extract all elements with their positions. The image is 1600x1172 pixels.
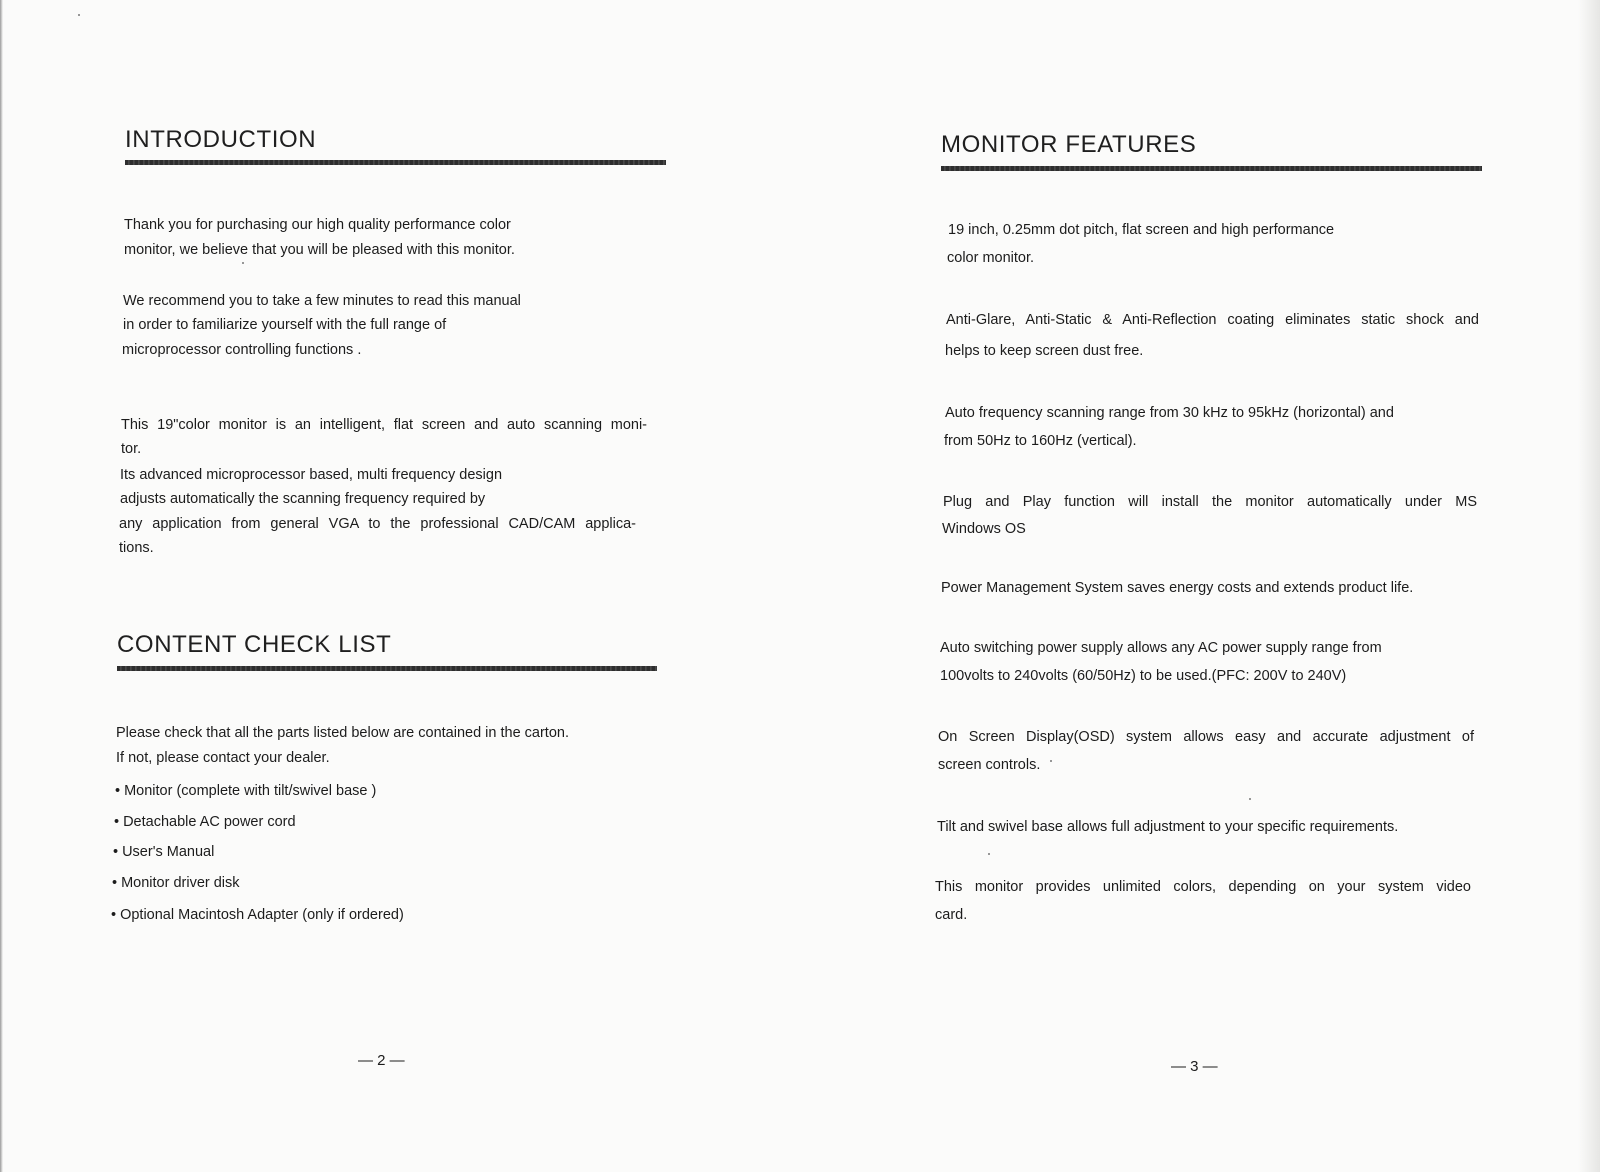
text-line: adjusts automatically the scanning frequency required by [120,491,486,507]
text-line: This 19"color monitor is an intelligent, flat screen and auto scanning moni- [121,417,647,433]
text-line: Power Management System saves energy costs and extends product life. [941,580,1414,596]
list-item-text: Monitor (complete with tilt/swivel base ) [124,783,377,799]
text-line: any application from general VGA to the professional CAD/CAM applica- [119,516,636,532]
list-item [115,782,376,800]
heading-underline [117,666,657,671]
text-line: in order to familiarize yourself with the full range of [123,317,447,333]
text-line: 19 inch, 0.25mm dot pitch, flat screen and high performance [948,222,1335,238]
text-line: Windows OS [942,521,1026,537]
text-line: card. [935,907,968,923]
text-line: Plug and Play function will install the monitor automatically under MS [943,494,1477,510]
monitor-features-heading: MONITOR FEATURES [941,131,1197,158]
page-3 [800,0,1600,1172]
bullet-icon: • [115,783,121,799]
print-speck [1249,798,1251,800]
list-item [114,813,296,831]
text-line: On Screen Display(OSD) system allows easy and accurate adjustment of [938,729,1474,745]
text-line: Auto switching power supply allows any AC power supply range from [940,640,1382,656]
text-line: microprocessor controlling functions . [122,342,362,358]
bullet-icon: • [114,814,120,830]
print-speck [1050,760,1052,762]
text-line: Auto frequency scanning range from 30 kHz to 95kHz (horizontal) and [945,405,1394,421]
text-line: This monitor provides unlimited colors, depending on your system video [935,879,1471,895]
text-line: Its advanced microprocessor based, multi frequency design [120,467,503,483]
list-item [113,843,214,861]
print-speck [78,14,80,16]
bullet-icon: • [111,907,117,923]
list-item-text: Detachable AC power cord [123,814,296,830]
list-item [112,874,240,892]
text-line: We recommend you to take a few minutes to read this manual [123,293,521,309]
text-line: Tilt and swivel base allows full adjustment to your specific requirements. [937,819,1399,835]
heading-underline [941,166,1482,171]
text-line: screen controls. [938,757,1041,773]
print-speck [242,262,244,264]
list-item [111,906,404,924]
text-line: Anti-Glare, Anti-Static & Anti-Reflection coating eliminates static shock and [946,312,1479,328]
bullet-icon: • [113,844,119,860]
list-item-text: User's Manual [122,844,215,860]
text-line: Thank you for purchasing our high quality performance color [124,217,511,233]
text-line: If not, please contact your dealer. [116,750,330,766]
text-line: monitor, we believe that you will be pleased with this monitor. [124,242,515,258]
heading-underline [125,160,666,165]
text-line: tions. [119,540,154,556]
text-line: Please check that all the parts listed below are contained in the carton. [116,725,569,741]
content-check-list-heading: CONTENT CHECK LIST [117,631,392,658]
text-line: color monitor. [947,250,1035,266]
text-line: helps to keep screen dust free. [945,343,1144,359]
introduction-heading: INTRODUCTION [125,126,317,153]
text-line: from 50Hz to 160Hz (vertical). [944,433,1137,449]
page-number: — 3 — [1171,1058,1218,1075]
list-item-text: Monitor driver disk [121,875,240,891]
list-item-text: Optional Macintosh Adapter (only if ordered) [120,907,404,923]
bullet-icon: • [112,875,118,891]
text-line: tor. [121,441,142,457]
page-number: — 2 — [358,1052,405,1069]
text-line: 100volts to 240volts (60/50Hz) to be used.(PFC: 200V to 240V) [940,668,1347,684]
print-speck [988,853,990,855]
